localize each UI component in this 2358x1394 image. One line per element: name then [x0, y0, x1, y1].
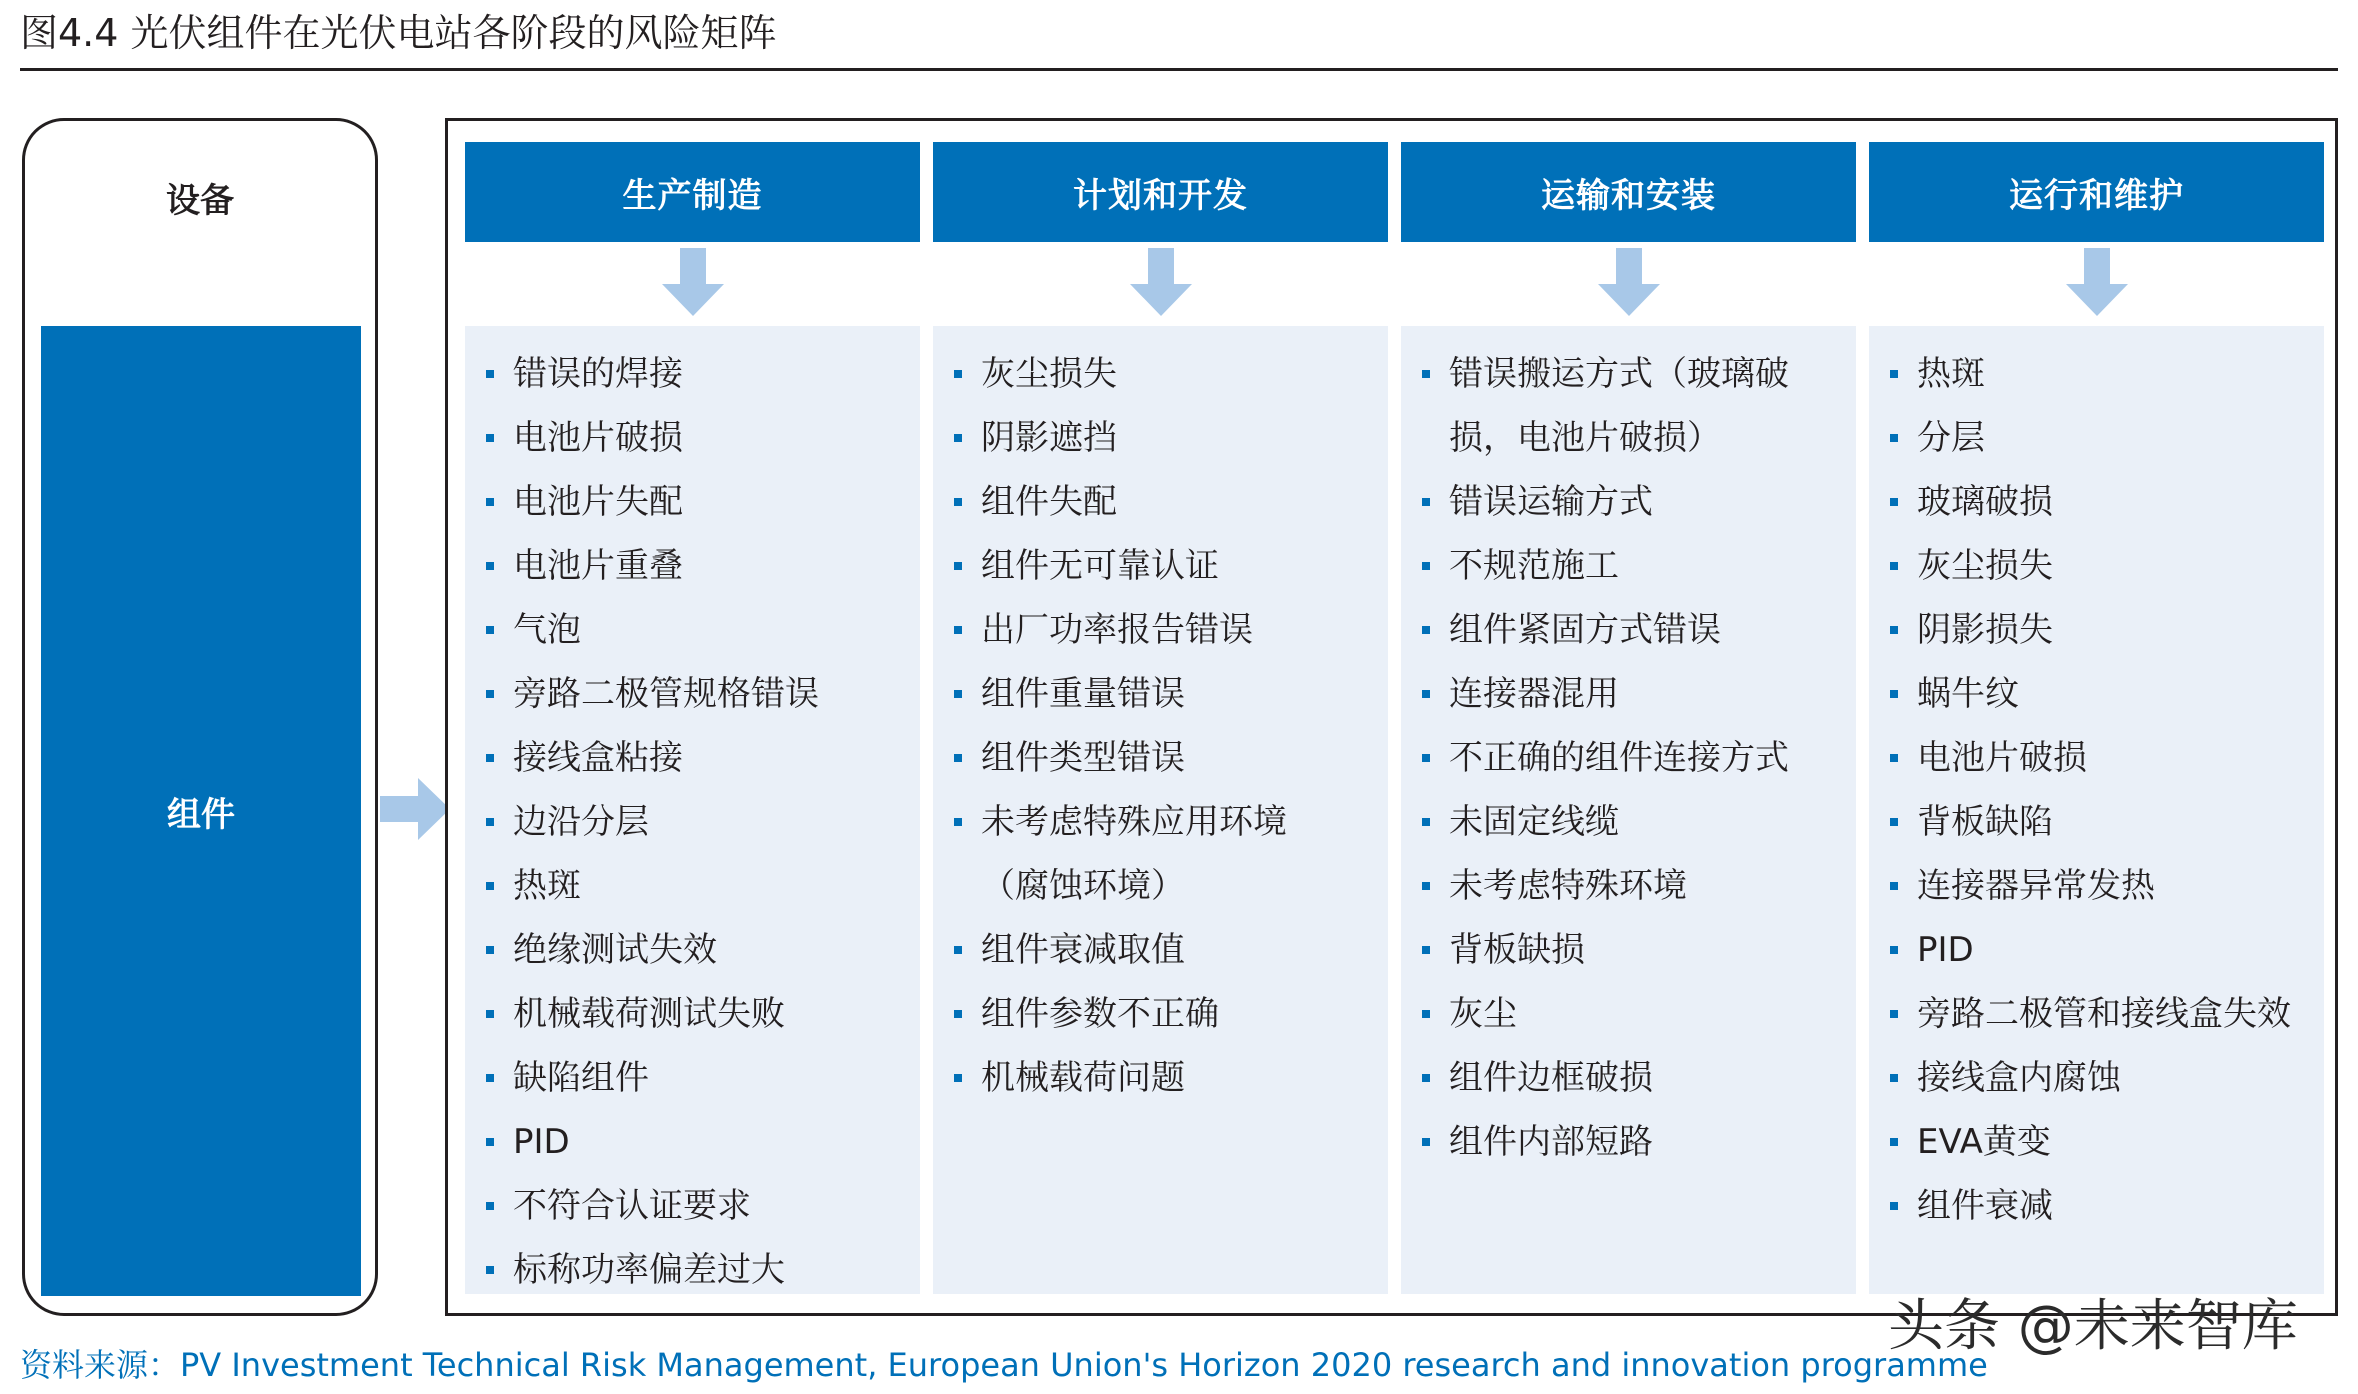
risk-item: 组件类型错误: [951, 726, 1378, 790]
risk-item: 组件无可靠认证: [951, 534, 1378, 598]
stage-risk-panel: [1401, 326, 1856, 1294]
figure-title: 图4.4 光伏组件在光伏电站各阶段的风险矩阵: [20, 11, 777, 55]
risk-item: 电池片失配: [483, 470, 910, 534]
risk-item: 不规范施工: [1419, 534, 1846, 598]
risk-item: 未考虑特殊环境: [1419, 854, 1846, 918]
risk-item: 未考虑特殊应用环境: [951, 790, 1378, 854]
risk-item: 电池片破损: [1887, 726, 2314, 790]
risk-item: 组件边框破损: [1419, 1046, 1846, 1110]
risk-item: 背板缺损: [1419, 918, 1846, 982]
source-note: 资料来源：PV Investment Technical Risk Management, European Union's Horizon 2020 research and innovation programme: [20, 1346, 1988, 1384]
risk-item: 绝缘测试失效: [483, 918, 910, 982]
risk-item: 机械载荷测试失败: [483, 982, 910, 1046]
down-arrow-icon: [662, 248, 724, 316]
risk-item: 玻璃破损: [1887, 470, 2314, 534]
stage-operation-maintenance: [1869, 142, 2324, 1294]
risk-item: 机械载荷问题: [951, 1046, 1378, 1110]
stage-planning: [933, 142, 1388, 1294]
risk-item: 连接器异常发热: [1887, 854, 2314, 918]
risk-item: 组件参数不正确: [951, 982, 1378, 1046]
stage-risk-panel: [1869, 326, 2324, 1294]
risk-item: 不符合认证要求: [483, 1174, 910, 1238]
risk-item: 组件失配: [951, 470, 1378, 534]
risk-item: 缺陷组件: [483, 1046, 910, 1110]
risk-item: 旁路二极管和接线盒失效: [1887, 982, 2314, 1046]
risk-list: [951, 342, 1378, 1110]
risk-item: 组件内部短路: [1419, 1110, 1846, 1174]
risk-item: 不正确的组件连接方式: [1419, 726, 1846, 790]
stage-header: 生产制造: [465, 142, 920, 242]
risk-item: 接线盒内腐蚀: [1887, 1046, 2314, 1110]
risk-item: 热斑: [483, 854, 910, 918]
risk-item: 热斑: [1887, 342, 2314, 406]
risk-item: 组件衰减: [1887, 1174, 2314, 1238]
risk-item: 分层: [1887, 406, 2314, 470]
stage-header: 运行和维护: [1869, 142, 2324, 242]
risk-item: 蜗牛纹: [1887, 662, 2314, 726]
risk-item: 错误搬运方式（玻璃破: [1419, 342, 1846, 406]
risk-item-continuation: （腐蚀环境）: [981, 866, 1185, 906]
component-box: [41, 326, 361, 1296]
risk-item: 连接器混用: [1419, 662, 1846, 726]
risk-item: 阴影损失: [1887, 598, 2314, 662]
risk-item: 组件衰减取值: [951, 918, 1378, 982]
risk-item: PID: [483, 1110, 910, 1174]
risk-item: 背板缺陷: [1887, 790, 2314, 854]
risk-item: 出厂功率报告错误: [951, 598, 1378, 662]
risk-item: 标称功率偏差过大: [483, 1238, 910, 1302]
risk-item: 旁路二极管规格错误: [483, 662, 910, 726]
risk-list: [483, 342, 910, 1302]
risk-list: [1887, 342, 2314, 1238]
stage-transport-installation: [1401, 142, 1856, 1294]
risk-item: 灰尘损失: [951, 342, 1378, 406]
down-arrow-icon: [2066, 248, 2128, 316]
risk-item: 组件重量错误: [951, 662, 1378, 726]
risk-item: 错误的焊接: [483, 342, 910, 406]
risk-item: 边沿分层: [483, 790, 910, 854]
right-arrow-icon: [380, 778, 450, 840]
risk-item: 电池片重叠: [483, 534, 910, 598]
risk-list: [1419, 342, 1846, 1174]
down-arrow-icon: [1130, 248, 1192, 316]
risk-item: 未固定线缆: [1419, 790, 1846, 854]
risk-item: 错误运输方式: [1419, 470, 1846, 534]
stage-risk-panel: [465, 326, 920, 1294]
risk-item: 灰尘: [1419, 982, 1846, 1046]
watermark: 头条 @未来智库: [1888, 1294, 2298, 1359]
risk-item: EVA黄变: [1887, 1110, 2314, 1174]
stage-header: 运输和安装: [1401, 142, 1856, 242]
risk-item: 灰尘损失: [1887, 534, 2314, 598]
risk-item: 阴影遮挡: [951, 406, 1378, 470]
risk-item: 气泡: [483, 598, 910, 662]
risk-item: PID: [1887, 918, 2314, 982]
down-arrow-icon: [1598, 248, 1660, 316]
title-divider: [20, 68, 2338, 71]
risk-item: 组件紧固方式错误: [1419, 598, 1846, 662]
risk-item: 接线盒粘接: [483, 726, 910, 790]
risk-item: 电池片破损: [483, 406, 910, 470]
stage-manufacturing: [465, 142, 920, 1294]
component-label: 组件: [167, 794, 235, 835]
risk-item-continuation: 损，电池片破损）: [1449, 418, 1721, 458]
stage-risk-panel: [933, 326, 1388, 1294]
equipment-panel: [22, 118, 378, 1316]
stage-header: 计划和开发: [933, 142, 1388, 242]
equipment-label: 设备: [166, 181, 234, 221]
